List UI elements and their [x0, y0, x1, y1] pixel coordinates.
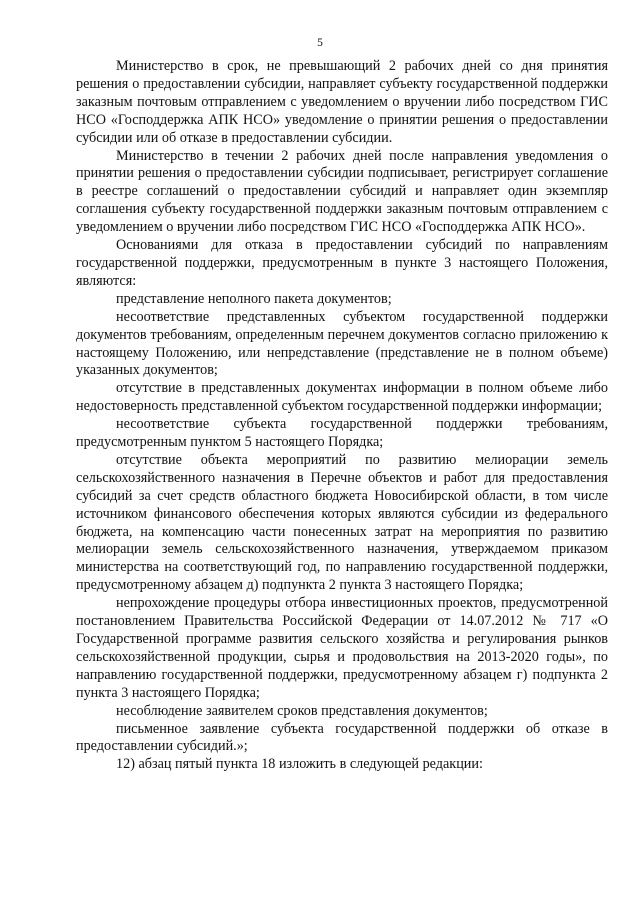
- page-number: 5: [317, 37, 323, 49]
- list-item-missing-information: отсутствие в представленных документах информации в полном объеме либо недостоверность представленной субъектом государственной поддержки информации;: [76, 380, 608, 415]
- paragraph-notification: Министерство в срок, не превышающий 2 рабочих дней со дня принятия решения о предоставлении субсидии, направляет субъекту государственной поддержки заказным почтовым отправлением с уведомлением о вручении либо посредством ГИС НСО «Господдержка АПК НСО» уведомление о принятии решения о предоставлении субсидии или об отказе в предоставлении субсидии.: [76, 58, 608, 146]
- list-item-documents-mismatch: несоответствие представленных субъектом государственной поддержки документов требованиям, определенным перечнем документов согласно приложению к настоящему Положению, или непредставление (представление не в полном объеме) указанных документов;: [76, 308, 608, 379]
- paragraph-agreement: Министерство в течении 2 рабочих дней после направления уведомления о принятии решения о предоставлении субсидии подписывает, регистрирует соглашение в реестре соглашений о предоставлении субсидий и направляет один экземпляр соглашения субъекту государственной поддержки заказным почтовым отправлением с уведомлением о вручении либо посредством ГИС НСО «Господдержка АПК НСО».: [76, 147, 608, 236]
- list-item-selection-failure: непрохождение процедуры отбора инвестиционных проектов, предусмотренной постановлением Правительства Российской Федерации от 14.07.2012 № 717 «О Государственной программе развития сельского хозяйства и регулирования рынков сельскохозяйственной продукции, сырья и продовольствия на 2013-2020 годы», по направлению государственной поддержки, предусмотренному абзацем г) подпункта 2 пункта 3 настоящего Порядка;: [76, 595, 608, 701]
- list-item-written-refusal: письменное заявление субъекта государственной поддержки об отказе в предоставлении субсидий.»;: [76, 720, 608, 755]
- list-item-incomplete-package: представление неполного пакета документов;: [116, 290, 392, 307]
- document-body: [76, 58, 608, 774]
- list-item-subject-mismatch: несоответствие субъекта государственной поддержки требованиям, предусмотренным пунктом 5 настоящего Порядка;: [76, 416, 608, 451]
- list-item-object-not-listed: отсутствие объекта мероприятий по развитию мелиорации земель сельскохозяйственного назначения в Перечне объектов и работ для предоставления субсидий за счет средств областного бюджета Новосибирской области, в том числе источником финансового обеспечения которых являются субсидии из федерального бюджета, на компенсацию части понесенных затрат на мероприятия по развитию мелиорации земель сельскохозяйственного назначения, утверждаемом приказом министерства на соответствующий год, по направлению государственной поддержки, предусмотренному абзацем д) подпункта 2 пункта 3 настоящего Порядка;: [76, 451, 608, 594]
- paragraph-refusal-grounds: Основаниями для отказа в предоставлении субсидий по направлениям государственной поддержки, предусмотренным в пункте 3 настоящего Положения, являются:: [76, 237, 608, 289]
- list-item-deadline-violation: несоблюдение заявителем сроков представления документов;: [116, 702, 488, 719]
- paragraph-amendment-12: 12) абзац пятый пункта 18 изложить в следующей редакции:: [116, 756, 483, 773]
